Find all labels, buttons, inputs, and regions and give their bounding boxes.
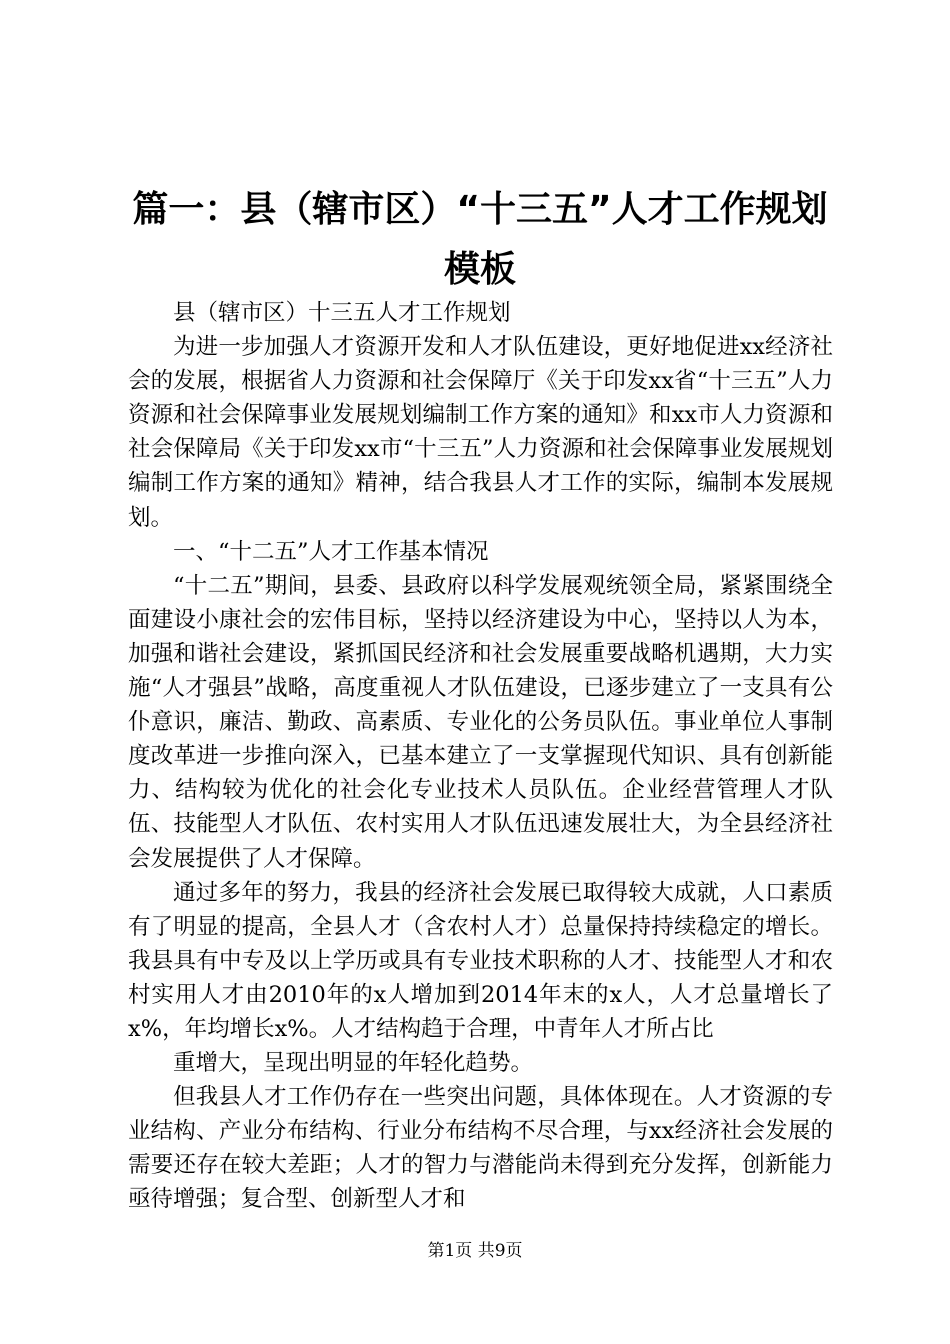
document-title-line-2: 模板 [443,249,516,290]
document-body [128,296,833,1217]
page-footer: 第1页 共9页 [427,1241,523,1261]
paragraph-achievements: 通过多年的努力，我县的经济社会发展已取得较大成就，人口素质有了明显的提高，全县人才（含农村人才）总量保持持续稳定的增长。我县具有中专及以上学历或具有专业技术职称的人才、技能型人才和农村实用人才由2010年的x人增加到2014年末的x人，人才总量增长了x%，年均增长x%。人才结构趋于合理，中青年人才所占比 [128,879,833,1042]
paragraph-subtitle: 县（辖市区）十三五人才工作规划 [173,300,511,326]
paragraph-overview: “十二五”期间，县委、县政府以科学发展观统领全局，紧紧围绕全面建设小康社会的宏伟目标，坚持以经济建设为中心，坚持以人为本，加强和谐社会建设，紧抓国民经济和社会发展重要战略机遇期，大力实施“人才强县”战略，高度重视人才队伍建设，已逐步建立了一支具有公仆意识，廉洁、勤政、高素质、专业化的公务员队伍。事业单位人事制度改革进一步推向深入，已基本建立了一支掌握现代知识、具有创新能力、结构较为优化的社会化专业技术人员队伍。企业经营管理人才队伍、技能型人才队伍、农村实用人才队伍迅速发展壮大，为全县经济社会发展提供了人才保障。 [128,572,833,872]
paragraph-trend: 重增大，呈现出明显的年轻化趋势。 [173,1050,534,1077]
paragraph-intro: 为进一步加强人才资源开发和人才队伍建设，更好地促进xx经济社会的发展，根据省人力资源和社会保障厅《关于印发xx省“十三五”人力资源和社会保障事业发展规划编制工作方案的通知》和xx市人力资源和社会保障局《关于印发xx市“十三五”人力资源和社会保障事业发展规划编制工作方案的通知》精神，结合我县人才工作的实际，编制本发展规划。 [128,334,833,531]
paragraph-problems: 但我县人才工作仍存在一些突出问题，具体体现在。人才资源的专业结构、产业分布结构、行业分布结构不尽合理，与xx经济社会发展的需要还存在较大差距；人才的智力与潜能尚未得到充分发挥，创新能力亟待增强；复合型、创新型人才和 [128,1084,833,1213]
section-heading-1: 一、“十二五”人才工作基本情况 [173,538,489,565]
document-title-line-1: 篇一：县（辖市区）“十三五”人才工作规划 [132,189,828,230]
